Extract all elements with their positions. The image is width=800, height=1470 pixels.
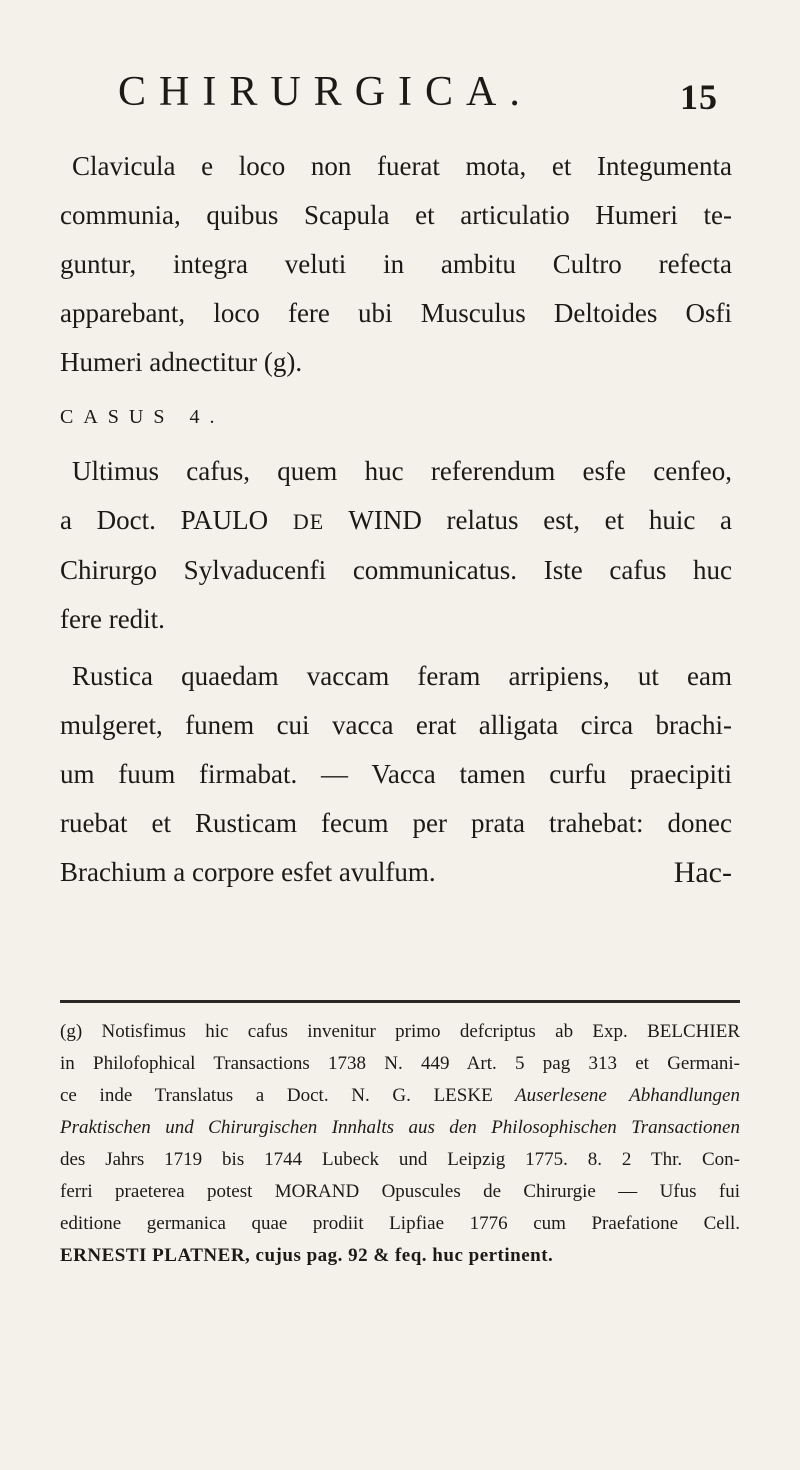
- text-segment: WIND relatus est, et huic a: [324, 505, 732, 535]
- text-segment: ce inde Translatus a Doct. N. G. LESKE: [60, 1085, 493, 1106]
- text-line: Ultimus cafus, quem huc referendum esfe cenfeo,: [72, 456, 732, 486]
- page-number: 15: [680, 77, 718, 117]
- text-line: mulgeret, funem cui vacca erat alligata circa brachi-: [60, 710, 732, 740]
- book-title-segment: Auserlesene Abhandlungen: [492, 1085, 740, 1106]
- footnote-line: [60, 1080, 740, 1112]
- footnote: [60, 1016, 740, 1272]
- text-line: [60, 496, 732, 546]
- text-line: Clavicula e loco non fuerat mota, et Integumenta: [72, 151, 732, 181]
- footnote-line: (g) Notisfimus hic cafus invenitur primo defcriptus ab Exp. BELCHIER: [60, 1021, 740, 1042]
- text-line: ruebat et Rusticam fecum per prata trahebat: donec: [60, 808, 732, 838]
- text-segment: a Doct. PAULO: [60, 505, 293, 535]
- text-line: guntur, integra veluti in ambitu Cultro refecta: [60, 249, 732, 279]
- paragraph-2: [60, 447, 732, 644]
- text-line: um fuum firmabat. — Vacca tamen curfu praecipiti: [60, 759, 732, 789]
- text-line: communia, quibus Scapula et articulatio Humeri te-: [60, 200, 732, 230]
- text-line: apparebant, loco fere ubi Musculus Deltoides Osfi: [60, 298, 732, 328]
- footnote-line: in Philofophical Transactions 1738 N. 449 Art. 5 pag 313 et Germani-: [60, 1053, 740, 1074]
- text-line: Humeri adnectitur (g).: [60, 347, 303, 377]
- paragraph-3: [60, 652, 732, 897]
- smallcaps-particle: DE: [292, 509, 325, 534]
- main-text: [60, 142, 732, 897]
- footnote-rule: [60, 1000, 740, 1003]
- text-line: Rustica quaedam vaccam feram arripiens, ut eam: [72, 661, 732, 691]
- catchword: Hac-: [673, 856, 732, 889]
- section-heading: CASUS 4.: [60, 406, 225, 428]
- footnote-line: des Jahrs 1719 bis 1744 Lubeck und Leipzig 1775. 8. 2 Thr. Con-: [60, 1149, 740, 1170]
- text-line: [60, 848, 732, 897]
- footnote-line: Praktischen und Chirurgischen Innhalts aus den Philosophischen Transactionen: [60, 1117, 740, 1138]
- footnote-line: ferri praeterea potest MORAND Opuscules de Chirurgie — Ufus fui: [60, 1181, 740, 1202]
- paragraph-1: [60, 142, 732, 387]
- footnote-line: ERNESTI PLATNER, cujus pag. 92 & feq. huc pertinent.: [60, 1245, 554, 1266]
- text-segment: Brachium a corpore esfet avulfum.: [60, 857, 436, 887]
- text-line: fere redit.: [60, 604, 165, 634]
- page-header: [118, 68, 718, 128]
- text-line: Chirurgo Sylvaducenfi communicatus. Iste cafus huc: [60, 555, 732, 585]
- footnote-line: editione germanica quae prodiit Lipfiae 1776 cum Praefatione Cell.: [60, 1213, 740, 1234]
- running-head: CHIRURGICA.: [118, 69, 533, 115]
